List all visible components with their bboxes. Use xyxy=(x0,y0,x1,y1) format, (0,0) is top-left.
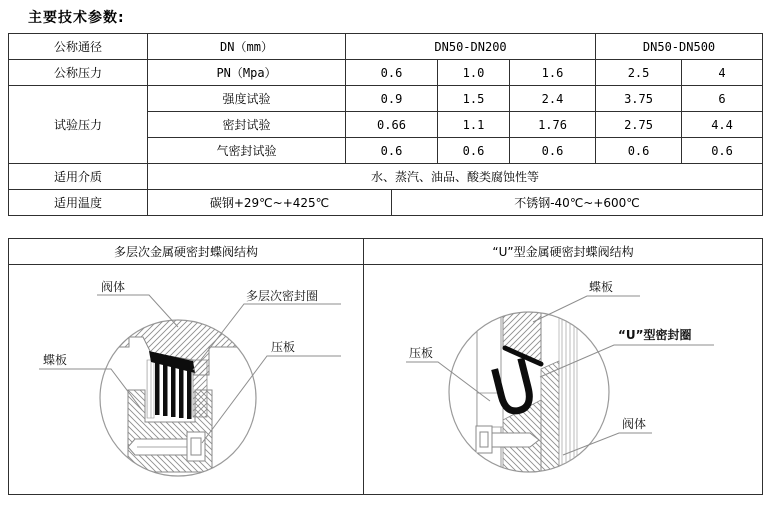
label-press-plate: 压板 xyxy=(409,346,434,360)
label-temperature: 适用温度 xyxy=(9,190,148,216)
cell-strength-1: 0.9 xyxy=(346,86,438,112)
seal-retainer-column xyxy=(193,360,207,417)
label-nominal-diameter: 公称通径 xyxy=(9,34,148,60)
row-nominal-pressure xyxy=(9,60,763,86)
bolt-head xyxy=(187,432,205,461)
cell-pn-1: 0.6 xyxy=(346,60,438,86)
cell-seal-1: 0.66 xyxy=(346,112,438,138)
cell-stainless-steel-temp: 不锈钢-40℃~+600℃ xyxy=(514,195,640,210)
page-title: 主要技术参数: xyxy=(28,10,125,26)
temperature-split xyxy=(148,190,762,215)
row-temperature xyxy=(9,190,763,216)
cell-pn-5: 4 xyxy=(682,60,763,86)
cell-strength-3: 2.4 xyxy=(510,86,596,112)
label-press-plate: 压板 xyxy=(271,340,296,354)
structure-body xyxy=(9,265,762,494)
cell-medium-value: 水、蒸汽、油品、酸类腐蚀性等 xyxy=(148,164,763,190)
bolt-head xyxy=(476,426,492,453)
label-valve-body: 阀体 xyxy=(101,280,126,294)
cell-air-1: 0.6 xyxy=(346,138,438,164)
cell-seal-3: 1.76 xyxy=(510,112,596,138)
disc-leader xyxy=(39,369,142,410)
label-strength-test: 强度试验 xyxy=(148,86,346,112)
right-diagram-panel xyxy=(364,265,762,494)
disc-leader xyxy=(533,296,640,322)
cell-strength-5: 6 xyxy=(682,86,763,112)
cell-carbon-steel-temp: 碳钢+29℃~+425℃ xyxy=(148,190,392,215)
cell-dn-unit: DN（mm） xyxy=(148,34,346,60)
cell-pn-2: 1.0 xyxy=(438,60,510,86)
label-valve-body: 阀体 xyxy=(622,417,647,431)
row-nominal-diameter xyxy=(9,34,763,60)
cell-air-3: 0.6 xyxy=(510,138,596,164)
cell-seal-5: 4.4 xyxy=(682,112,763,138)
seal-housing-strip xyxy=(147,360,154,418)
cell-range-large: DN50-DN500 xyxy=(596,34,763,60)
label-test-pressure: 试验压力 xyxy=(9,86,148,164)
structure-table xyxy=(8,238,763,495)
cell-seal-2: 1.1 xyxy=(438,112,510,138)
cell-pn-unit: PN（Mpa） xyxy=(148,60,346,86)
cell-pn-4: 2.5 xyxy=(596,60,682,86)
label-seal-test: 密封试验 xyxy=(148,112,346,138)
row-strength-test xyxy=(9,86,763,112)
label-disc: 蝶板 xyxy=(589,280,614,294)
label-nominal-pressure: 公称压力 xyxy=(9,60,148,86)
label-air-seal-test: 气密封试验 xyxy=(148,138,346,164)
cell-air-5: 0.6 xyxy=(682,138,763,164)
label-seal-ring: “U”型密封圈 xyxy=(618,328,692,342)
cell-air-2: 0.6 xyxy=(438,138,510,164)
label-seal-ring: 多层次密封圈 xyxy=(246,289,319,303)
cell-strength-2: 1.5 xyxy=(438,86,510,112)
right-diagram-title: “U”型金属硬密封蝶阀结构 xyxy=(492,245,634,259)
multilayer-valve-diagram xyxy=(9,265,363,494)
bolt-shaft xyxy=(492,433,539,447)
label-medium: 适用介质 xyxy=(9,164,148,190)
u-type-valve-diagram xyxy=(364,265,762,494)
spec-table xyxy=(8,33,763,216)
left-diagram-panel xyxy=(9,265,364,494)
cell-strength-4: 3.75 xyxy=(596,86,682,112)
cell-air-4: 0.6 xyxy=(596,138,682,164)
cell-range-small: DN50-DN200 xyxy=(346,34,596,60)
cell-seal-4: 2.75 xyxy=(596,112,682,138)
structure-header xyxy=(9,239,762,265)
press-plate-leader xyxy=(202,356,341,443)
label-disc: 蝶板 xyxy=(43,353,68,367)
cell-pn-3: 1.6 xyxy=(510,60,596,86)
left-diagram-title: 多层次金属硬密封蝶阀结构 xyxy=(9,239,364,264)
row-medium xyxy=(9,164,763,190)
cell-temperature xyxy=(148,190,763,216)
valve-body-right-hatch xyxy=(541,361,559,475)
